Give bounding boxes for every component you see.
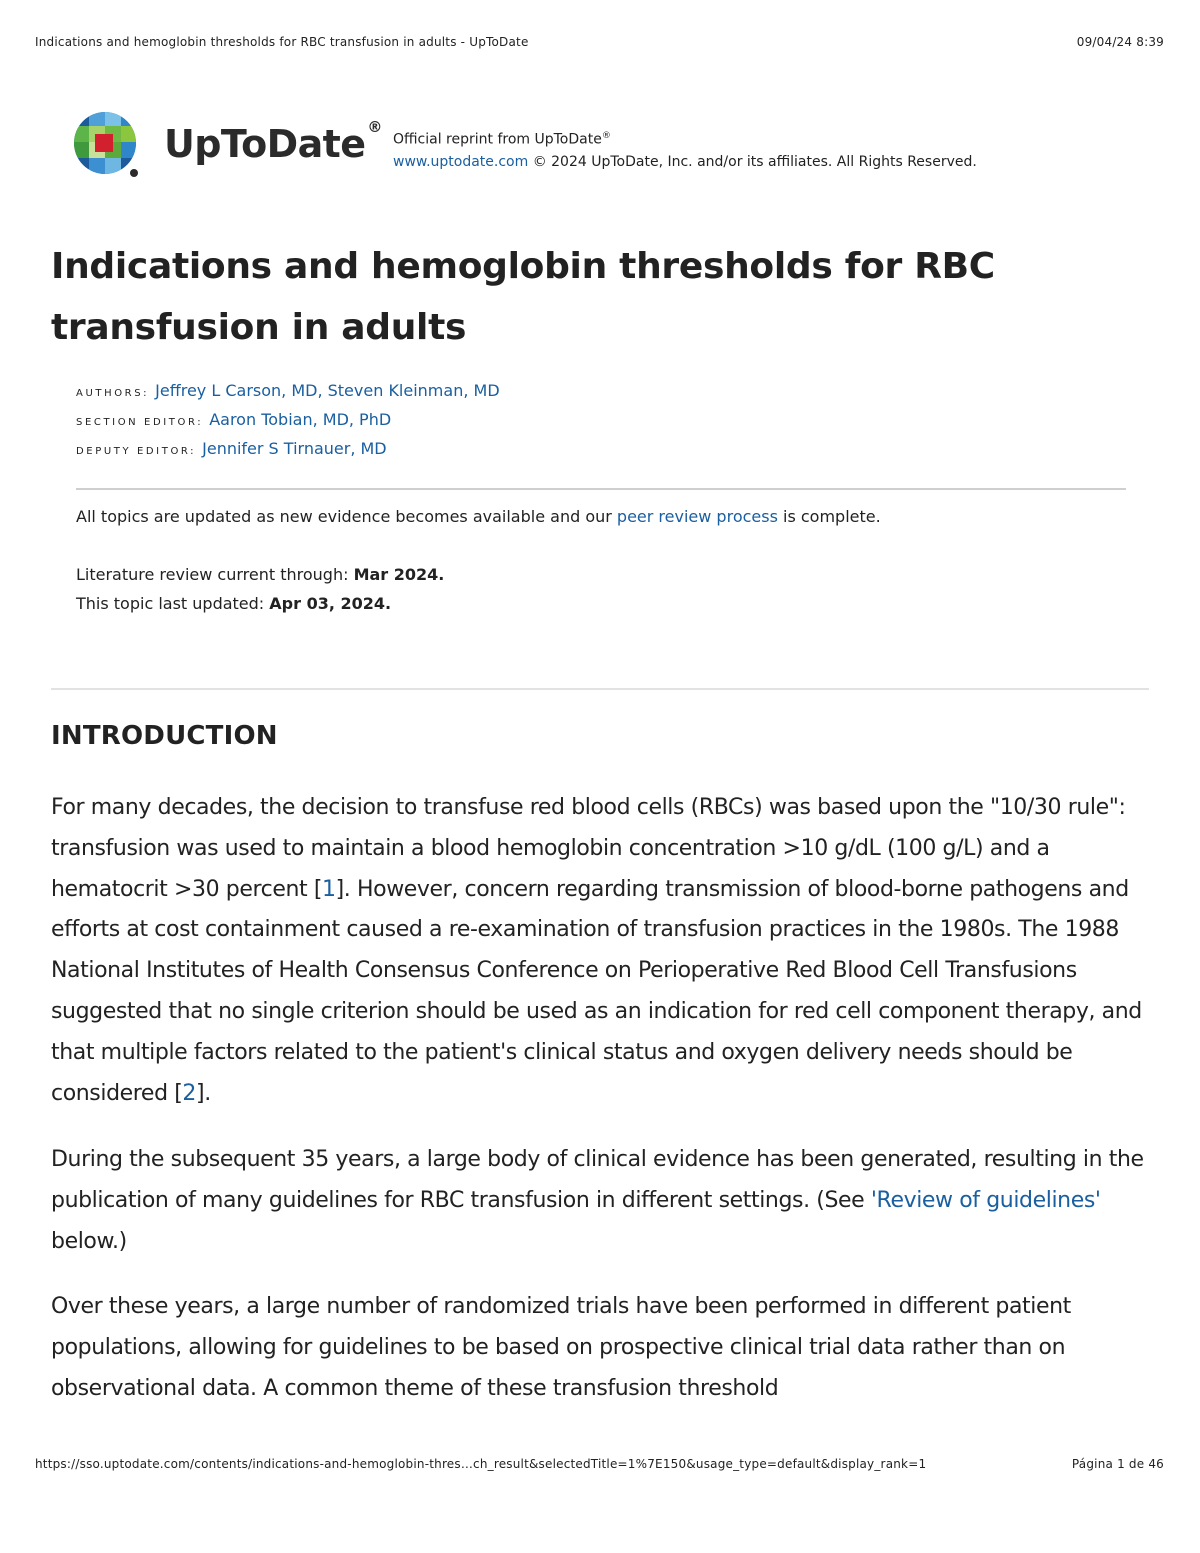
introduction-heading: INTRODUCTION <box>51 721 278 751</box>
section-divider <box>51 688 1149 690</box>
print-footer-url: https://sso.uptodate.com/contents/indications-and-hemoglobin-thres…ch_result&selectedTitle=1%7E150&usage_type=default&display_rank=1 <box>35 1457 927 1471</box>
reprint-notice: Official reprint from UpToDate® www.uptodate.com © 2024 UpToDate, Inc. and/or its affiliates. All Rights Reserved. <box>393 131 977 170</box>
review-of-guidelines-link[interactable]: 'Review of guidelines' <box>870 1187 1101 1213</box>
print-header-title: Indications and hemoglobin thresholds for RBC transfusion in adults - UpToDate <box>35 35 529 49</box>
print-header <box>35 35 1164 49</box>
literature-review-info: Literature review current through: Mar 2024. This topic last updated: Apr 03, 2024. <box>76 565 445 613</box>
deputy-editor-row <box>76 439 500 468</box>
copyright-text: © 2024 UpToDate, Inc. and/or its affiliates. All Rights Reserved. <box>532 153 977 170</box>
intro-paragraph-2: During the subsequent 35 years, a large body of clinical evidence has been generated, resulting in the publication of many guidelines for RBC transfusion in different settings. (See 'Review of guidelines' below.) <box>51 1147 1144 1254</box>
brand[interactable] <box>73 110 382 180</box>
intro-paragraph-3: Over these years, a large number of randomized trials have been performed in different patient populations, allowing for guidelines to be based on prospective clinical trial data rather than on observational data. A common theme of these transfusion threshold <box>51 1294 1071 1401</box>
review-date: Mar 2024. <box>353 565 445 584</box>
print-header-datetime: 09/04/24 8:39 <box>1076 35 1164 49</box>
section-editor-row <box>76 410 500 439</box>
reference-link-2[interactable]: 2 <box>182 1080 197 1106</box>
deputy-editor-label: DEPUTY EDITOR: <box>76 446 197 457</box>
uptodate-site-link[interactable]: www.uptodate.com <box>393 153 529 170</box>
peer-review-link[interactable]: peer review process <box>616 507 778 526</box>
reference-link-1[interactable]: 1 <box>322 876 336 902</box>
topic-credits <box>76 381 500 468</box>
page-number: Página 1 de 46 <box>1071 1457 1164 1471</box>
brand-wordmark: UpToDate ® <box>164 118 382 166</box>
authors-label: AUTHORS: <box>76 388 150 399</box>
section-editor-label: SECTION EDITOR: <box>76 417 204 428</box>
print-footer <box>35 1457 1164 1471</box>
uptodate-grid-logo-icon <box>73 110 143 180</box>
update-note: All topics are updated as new evidence becomes available and our peer review process is complete. <box>76 507 881 526</box>
divider <box>76 488 1126 490</box>
section-editor-link[interactable]: Aaron Tobian, MD, PhD <box>209 410 392 429</box>
authors-row <box>76 381 500 410</box>
authors-link[interactable]: Jeffrey L Carson, MD, Steven Kleinman, MD <box>155 381 500 400</box>
updated-date: Apr 03, 2024. <box>269 594 392 613</box>
intro-paragraph-1: For many decades, the decision to transfuse red blood cells (RBCs) was based upon the "10/30 rule": transfusion was used to maintain a blood hemoglobin concentration >10 g/dL (100 g/L) and a hematocrit >30 percent [1]. However, concern regarding transmission of blood-borne pathogens and efforts at cost containment caused a re-examination of transfusion practices in the 1980s. The 1988 National Institutes of Health Consensus Conference on Perioperative Red Blood Cell Transfusions suggested that no single criterion should be used as an indication for red cell component therapy, and that multiple factors related to the patient's clinical status and oxygen delivery needs should be considered [2]. <box>51 795 1142 1106</box>
page-title: Indications and hemoglobin thresholds for RBC transfusion in adults <box>51 246 995 348</box>
deputy-editor-link[interactable]: Jennifer S Tirnauer, MD <box>202 439 387 458</box>
